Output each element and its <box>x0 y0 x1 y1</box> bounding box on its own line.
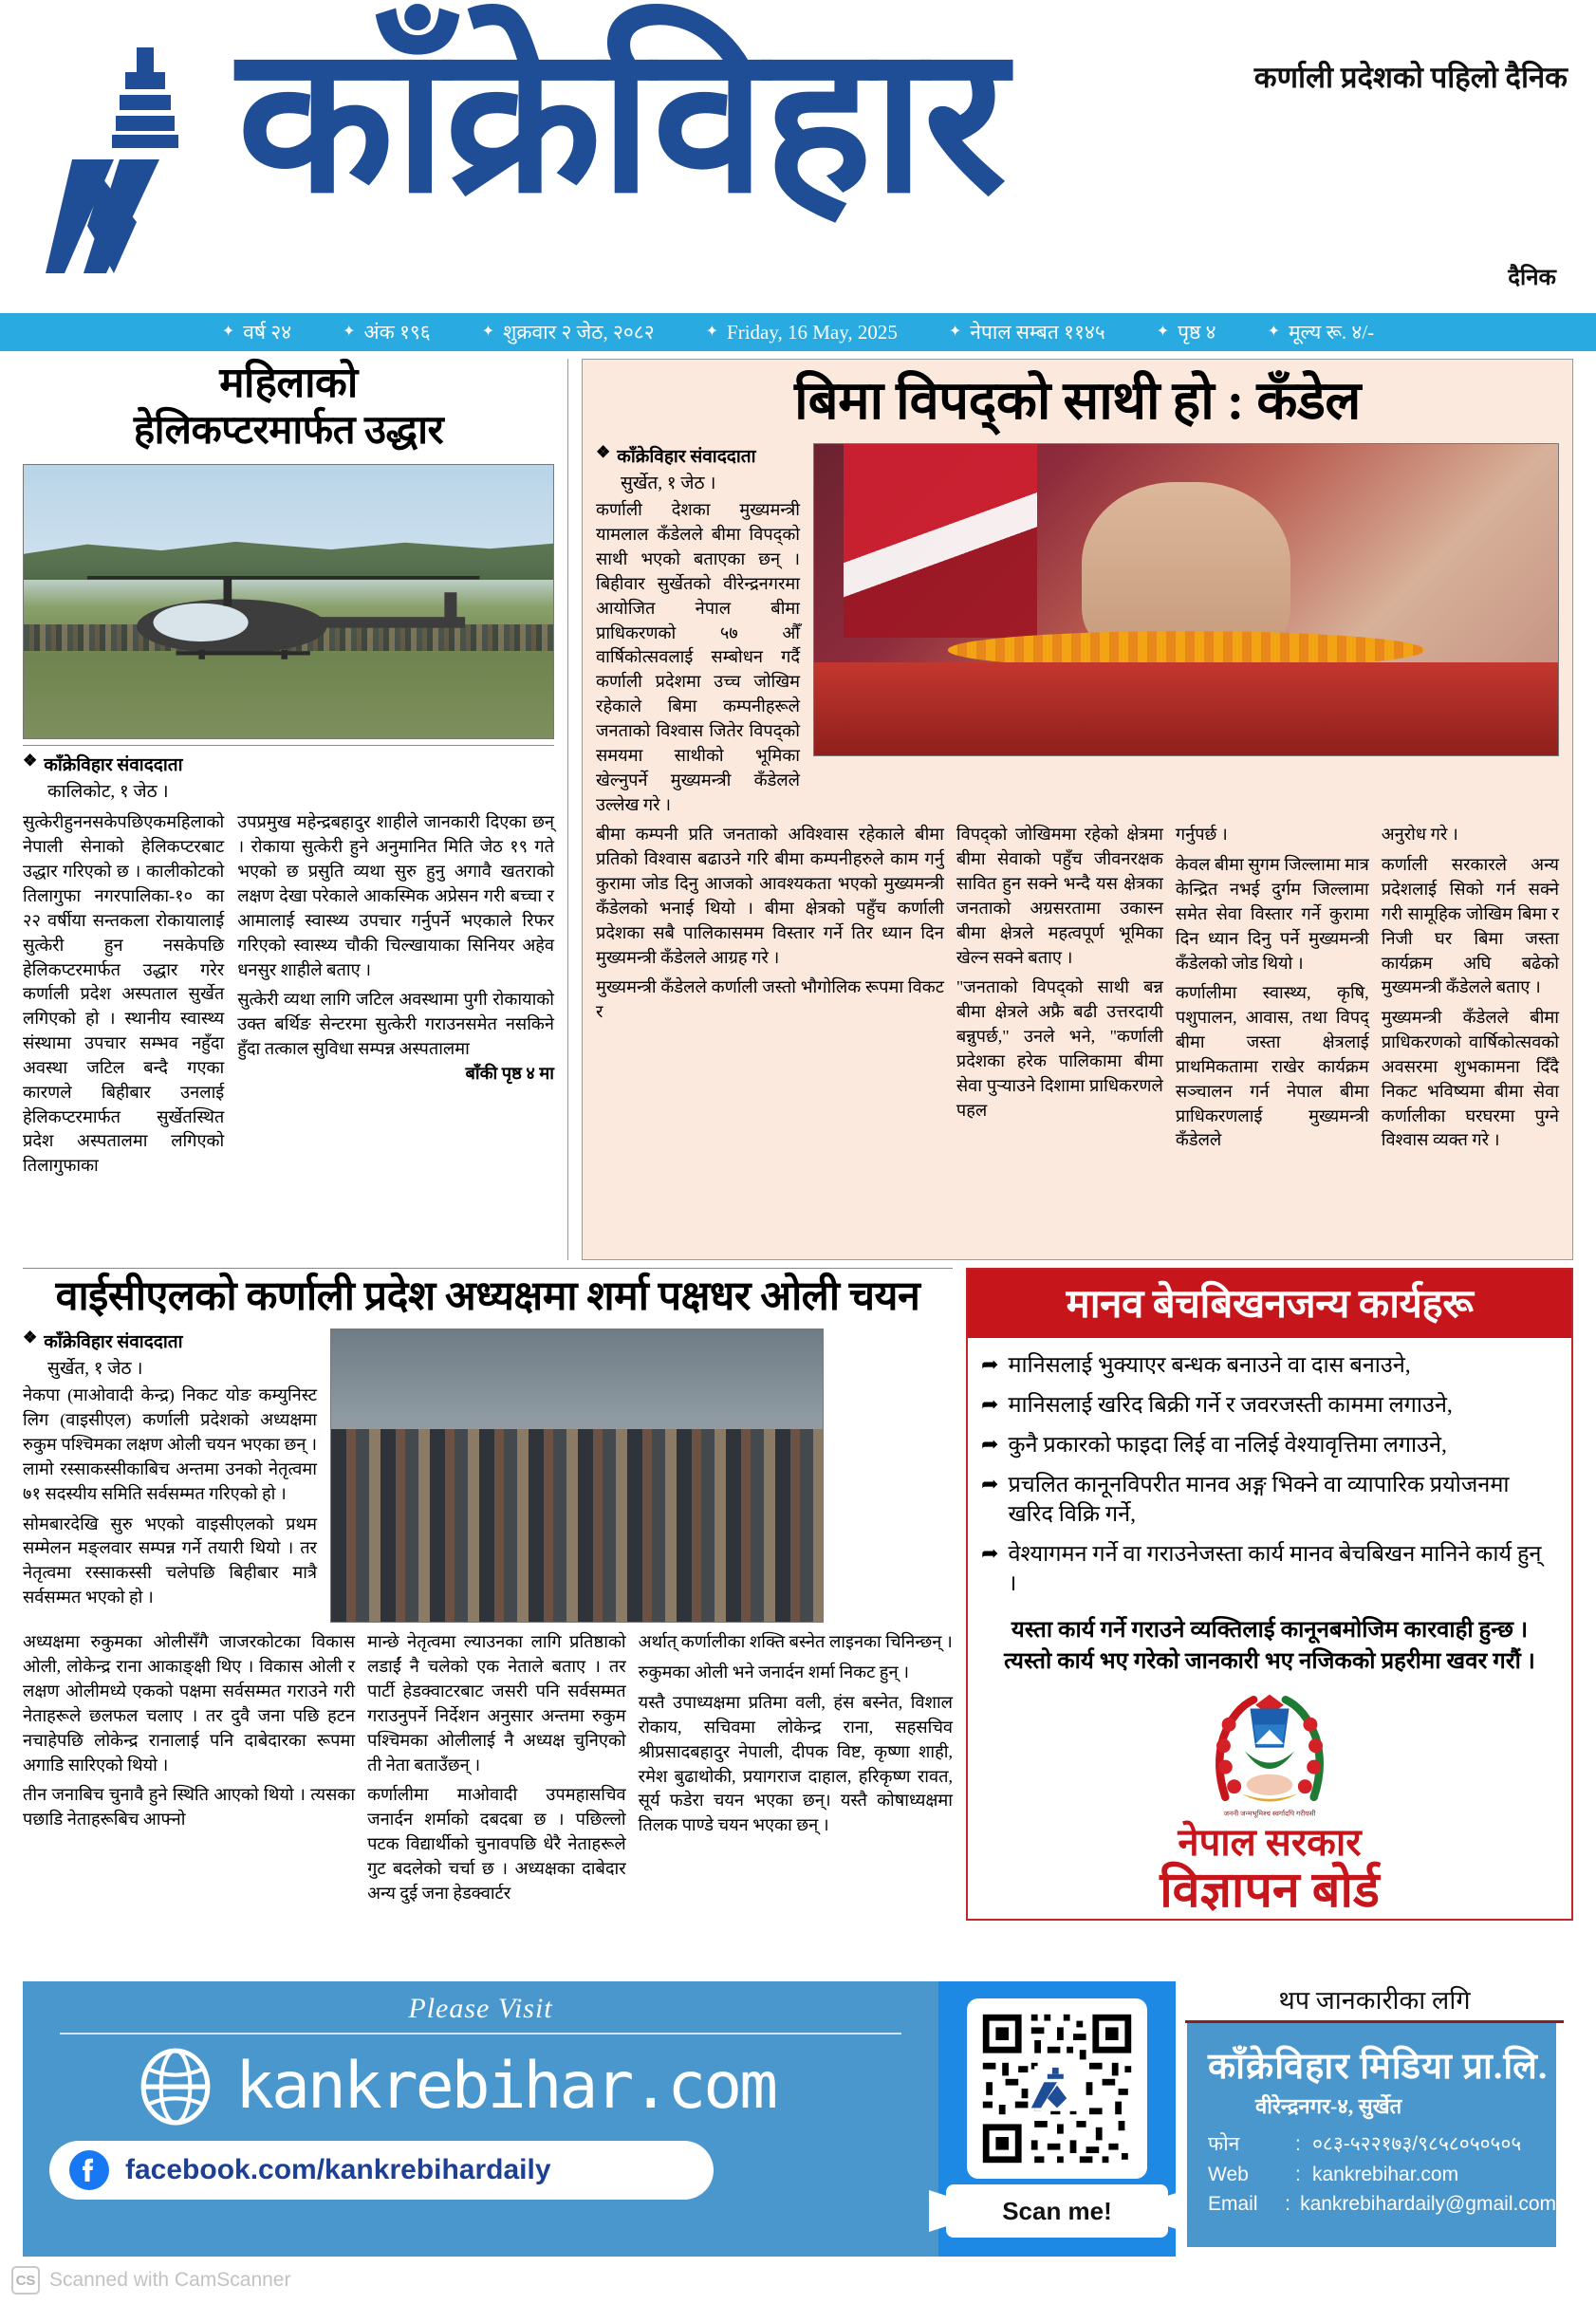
camscanner-watermark <box>11 2266 290 2295</box>
lead-col5-wrap <box>1382 823 1559 1153</box>
mid-story-byline <box>23 1329 317 1353</box>
footer-contact-value[interactable]: kankrebihar.com <box>1312 2163 1459 2185</box>
diamond-icon: ✦ <box>481 324 495 340</box>
mid-section <box>0 1268 1596 1921</box>
lead-story-col1-wrap <box>596 443 800 817</box>
ad-gov-line1: नेपाल सरकार <box>1178 1821 1362 1865</box>
qr-code-icon <box>976 2008 1138 2169</box>
left-byline-text: काँक्रेविहार संवाददाता <box>44 755 183 776</box>
arrow-right-icon: ➦ <box>981 1352 999 1376</box>
diamond-icon: ✦ <box>221 324 235 340</box>
footer-company-address: वीरेन्द्रनगर-४, सुर्खेत <box>1255 2094 1402 2118</box>
left-story-col2: उपप्रमुख महेन्द्रबहादुर शाहीले जानकारी दिएका छन् । रोकाया सुत्केरी हुने अनुमानित मिति जेठ १९ गते भएको छ प्रसुति व्यथा सुरु हुनु अगावै खतराको लक्षण देखा परेकाले आकस्मिक अप्रेसन गरी बच्चा र आमालाई स्वास्थ्य उपचार गर्नुपर्ने भएकाले रिफर गरिएको स्वास्थ्य चौकी चिल्खायाका सिनियर अहेव धनसुर शाहीले बताए । <box>237 812 554 979</box>
footer-more-info-label: थप जानकारीका लगि <box>1185 1981 1564 2023</box>
ad-item-text: मानिसलाई भुक्याएर बन्धक बनाउने वा दास बनाउने, <box>1008 1353 1411 1378</box>
left-story-col2b: सुत्केरी व्यथा लागि जटिल अवस्थामा पुगी रोकायाको उक्त बर्थिङ सेन्टरमा सुत्केरी गराउनसमेत नसकिने हुँदा तत्काल सुविधा सम्पन्न अस्पतालमा <box>237 990 554 1059</box>
lead-story-col5: अनुरोध गरे । <box>1381 825 1458 845</box>
photo-flag-backdrop <box>844 444 1037 637</box>
info-item-pages <box>1131 319 1242 345</box>
footer-facebook-text: facebook.com/kankrebihardaily <box>125 2154 551 2185</box>
footer-qr-panel <box>938 1981 1176 2257</box>
left-story-continued: बाँकी पृष्ठ ४ मा <box>465 1063 554 1083</box>
ad-list-item <box>981 1540 1554 1599</box>
ad-list-item <box>981 1351 1554 1381</box>
flower-bullet-icon: ❖ <box>23 752 38 771</box>
info-price-text: मूल्य रू. ४/- <box>1289 321 1375 344</box>
camscanner-badge-icon: CS <box>11 2266 40 2295</box>
lead-col3-wrap <box>956 823 1163 1153</box>
footer-please-visit: Please Visit <box>408 1993 553 2024</box>
lead-story-dateline: सुर्खेत, १ जेठ । <box>621 474 716 494</box>
left-story-dateline: कालिकोट, १ जेठ । <box>47 782 169 803</box>
column-divider <box>567 359 568 1260</box>
info-english-date-text: Friday, 16 May, 2025 <box>727 320 898 344</box>
info-item-nepali-date <box>456 319 680 345</box>
ad-item-text: वेश्यागमन गर्ने वा गराउनेजस्ता कार्य मानव बेचबिखन मानिने कार्य हुन् । <box>1008 1542 1542 1597</box>
footer-contact-row <box>1208 2160 1556 2190</box>
footer-contact-value[interactable]: kankrebihardaily@gmail.com <box>1300 2193 1556 2215</box>
ycl-convention-photo <box>330 1329 824 1623</box>
info-item-english-date <box>680 321 923 344</box>
left-headline-line2: हेलिकप्टरमार्फत उद्धार <box>133 408 444 453</box>
left-story-col2-wrap <box>237 810 554 1179</box>
footer-website-panel <box>23 1981 938 2257</box>
lead-col2-wrap <box>596 823 944 1153</box>
globe-icon <box>137 2048 214 2126</box>
footer-contact-row <box>1208 2129 1556 2160</box>
masthead <box>0 0 1596 308</box>
qr-scan-label: Scan me! <box>946 2184 1168 2238</box>
info-nepali-date-text: शुक्रवार २ जेठ, २०८२ <box>503 321 655 344</box>
info-item-issue <box>317 319 456 345</box>
mid-col1-wrap <box>23 1329 317 1623</box>
info-nepal-sambat-text: नेपाल सम्बत ११४५ <box>970 321 1105 344</box>
lead-story-top <box>596 443 1559 817</box>
footer-contact-value: ०८३-५२२१७३/९८५८०५०५०५ <box>1312 2133 1522 2155</box>
ad-government-label <box>968 1822 1571 1918</box>
ad-item-text: मानिसलाई खरिद बिक्री गर्ने र जवरजस्ती काममा लगाउने, <box>1008 1393 1453 1419</box>
diamond-icon: ✦ <box>343 324 356 340</box>
mid-byline-text: काँक्रेविहार संवाददाता <box>44 1332 183 1353</box>
mid-story-dateline: सुर्खेत, १ जेठ । <box>47 1359 143 1380</box>
mid-story-col3c: यस्तै उपाध्यक्षमा प्रतिमा वली, हंस बस्नेत, विशाल रोकाय, सचिवमा लोकेन्द्र राना, सहसचिव श्रीप्रसादबहादुर नेपाली, दीपक विष्ट, कृष्णा शाही, रमेश बुढाथोकी, प्रयागराज दाहाल, हरिकृष्ण रावत, सूर्य फडेरा चयन भएका छन्। यस्तै कोषाध्यक्षमा तिलक पाण्डे चयन भएका छन् । <box>638 1692 953 1835</box>
mid-story-col3b: रुकुमका ओली भने जनार्दन शर्मा निकट हुन् । <box>638 1663 910 1682</box>
footer-contact-key: Email <box>1208 2193 1258 2215</box>
arrow-right-icon: ➦ <box>981 1432 999 1457</box>
colon-separator: : <box>1295 2163 1301 2185</box>
lead-story-col4c: कर्णालीमा स्वास्थ्य, कृषि, पशुपालन, आवास, तथा विपद् बीमा जस्ता क्षेत्रलाई प्राथमिकतामा राखेर कार्यक्रम सञ्चालन गर्न नेपाल बीमा प्राधिकरणलाई मुख्यमन्त्री कँडेलले <box>1175 983 1369 1150</box>
divider <box>23 745 554 746</box>
mid-story-upper <box>23 1329 953 1623</box>
photo-podium <box>814 662 1558 755</box>
mid-story <box>23 1268 953 1921</box>
lead-story-col5c: मुख्यमन्त्री कँडेलले बीमा प्राधिकरणको वार्षिकोत्सवको अवसरमा शुभकामना दिँदै निकट भविष्यमा बीमा सेवा कर्णालीका घरघरमा पुग्ने विश्वास व्यक्त गरे । <box>1381 1008 1559 1150</box>
lead-story-byline <box>596 443 800 468</box>
svg-text:जननी जन्मभूमिश्च स्वर्गादपि गर: जननी जन्मभूमिश्च स्वर्गादपि गरीयसी <box>1223 1809 1316 1818</box>
colon-separator: : <box>1295 2133 1301 2155</box>
info-item-price <box>1242 319 1401 345</box>
left-headline-line1: महिलाको <box>219 360 358 406</box>
footer-facebook-pill[interactable] <box>49 2141 714 2200</box>
mid-story-headline: वाईसीएलको कर्णाली प्रदेश अध्यक्षमा शर्मा पक्षधर ओली चयन <box>23 1268 953 1329</box>
footer-website-row[interactable] <box>23 2035 938 2126</box>
public-notice-ad <box>966 1268 1573 1921</box>
mid-col2-wrap <box>367 1630 626 1905</box>
lead-story-col1: कर्णाली देशका मुख्यमन्त्री यामलाल कँडेलले बीमा विपद्को साथी भएको बताएका छन् । बिहीवार सुर्खेतको वीरेन्द्रनगरमा आयोजित नेपाल बीमा प्राधिकरणको ५७ औँ वार्षिकोत्सवलाई सम्बोधन गर्दै कर्णाली प्रदेशमा उच्च जोखिम रहेकाले बिमा कम्पनीहरूले जनताको विश्वास जितेर विपद्को समयमा साथीको भूमिका खेल्नुपर्ने मुख्यमन्त्री कँडेलले उल्लेख गरे । <box>596 500 800 814</box>
footer-contact-key: फोन <box>1208 2133 1240 2155</box>
mid-story-col1b: सोमबारदेखि सुरु भएको वाइसीएलको प्रथम सम्मेलन मङ्लवार सम्पन्न गर्ने तयारी थियो । तर नेतृत्वमा रस्साकस्सी चलेपछि बिहीबार मात्रै सर्वसम्मत भएको हो । <box>23 1514 317 1607</box>
top-section <box>0 359 1596 1260</box>
flower-bullet-icon: ❖ <box>596 443 611 462</box>
chief-minister-photo <box>813 443 1559 756</box>
arrow-right-icon: ➦ <box>981 1472 999 1496</box>
masthead-title: काँक्रेविहार <box>237 8 1005 234</box>
facebook-icon <box>68 2149 110 2191</box>
nepal-emblem-icon <box>968 1689 1571 1822</box>
mid-story-col2: मान्छे नेतृत्वमा ल्याउनका लागि प्रतिष्ठाको लडाईं नै चलेको एक नेताले बताए । तर पार्टी हेडक्वाटरबाट जसरी पनि सर्वसम्मत गराउनुपर्ने निर्देशन अनुसार अन्तमा रुकुम पश्चिमका ओलीलाई नै अध्यक्ष चुनिएको ती नेता बताउँछन् । <box>367 1632 626 1774</box>
camscanner-text: Scanned with CamScanner <box>49 2269 291 2291</box>
diamond-icon: ✦ <box>1156 324 1170 340</box>
ad-list-item <box>981 1431 1554 1460</box>
lead-story-col4b: केवल बीमा सुगम जिल्लामा मात्र केन्द्रित नभई दुर्गम जिल्लामा समेत सेवा विस्तार गर्ने कुरामा दिन ध्यान दिनु पर्ने मुख्यमन्त्री कँडेलको जोड थियो । <box>1175 855 1369 973</box>
mid-story-columns <box>23 1630 953 1905</box>
content-area <box>0 359 1596 1921</box>
footer-banner <box>23 1981 1573 2257</box>
ad-list <box>968 1338 1571 1613</box>
diamond-icon: ✦ <box>705 324 719 340</box>
diamond-icon: ✦ <box>1267 324 1280 340</box>
qr-ribbon <box>929 2184 1185 2238</box>
info-item-nepal-sambat <box>923 319 1131 345</box>
ad-heading: मानव बेचबिखनजन्य कार्यहरू <box>968 1270 1571 1338</box>
lead-story-col5b: कर्णाली सरकारले अन्य प्रदेशलाई सिको गर्न सक्ने गरी सामूहिक जोखिम बिमा र निजी घर बिमा जस्ता कार्यक्रम अघि बढेको मुख्यमन्त्री कँडेलले बताए । <box>1381 855 1559 997</box>
lead-story-columns <box>596 823 1559 1153</box>
info-issue-text: अंक १९६ <box>363 321 431 344</box>
lead-story <box>582 359 1573 1260</box>
helicopter-icon <box>77 564 490 673</box>
ad-list-item <box>981 1391 1554 1421</box>
photo-seated-row-3 <box>331 1570 823 1622</box>
ad-item-text: प्रचलित कानूनविपरीत मानव अङ्ग भिक्ने वा व्यापारिक प्रयोजनमा खरिद विक्रि गर्ने, <box>1008 1473 1510 1528</box>
lead-col4-wrap <box>1176 823 1369 1153</box>
masthead-tagline: कर्णाली प्रदेशको पहिलो दैनिक <box>1253 61 1568 94</box>
photo-seated-row-1 <box>331 1429 823 1505</box>
masthead-subtitle: दैनिक <box>1508 266 1556 290</box>
footer-contact-panel <box>1176 1981 1573 2257</box>
mid-col1c-wrap <box>23 1630 355 1905</box>
lead-story-col2b: मुख्यमन्त्री कँडेलले कर्णाली जस्तो भौगोलिक रूपमा विकट र <box>596 977 944 1022</box>
arrow-right-icon: ➦ <box>981 1541 999 1566</box>
mid-story-col1c: अध्यक्षमा रुकुमका ओलीसँगै जाजरकोटका विकास ओली, लोकेन्द्र राना आकाङ्क्षी थिए । विकास ओली र लक्षण ओलीमध्ये एकको पक्षमा सर्वसम्मत गराउने गरी नेताहरूले छलफल चलाए । तर दुवै जना पछि हटन नचाहेपछि लोकेन्द्र रानालाई पनि दाबेदारका रूपमा अगाडि सारिएको थियो । <box>23 1632 356 1774</box>
mid-story-col3: अर्थात् कर्णालीका शक्ति बस्नेत लाइनका चिनिन्छन् । <box>638 1632 953 1652</box>
info-item-year <box>196 319 317 345</box>
lead-story-col3b: "जनताको विपद्को साथी बन्न बीमा क्षेत्रले अफ्रै बढी उत्तरदायी बन्नुपर्छ," उनले भने, "कर्णाली प्रदेशका हरेक पालिकामा बीमा सेवा पुऱ्याउने दिशामा प्राधिकरणले पहल <box>956 977 1163 1120</box>
lead-story-col2: बीमा कम्पनी प्रति जनताको अविश्वास रहेकाले बीमा प्रतिको विश्वास बढाउने गरि बीमा कम्पनीहरुले काम गर्नु कुरामा जोड दिनु आजको आवश्यकता भएको मुख्यमन्त्री कँडेलको भनाई थियो । बीमा क्षेत्रको पहुँच कर्णाली प्रदेशका सबै पालिकासमम विस्तार गर्ने तिर ध्यान दिन मुख्यमन्त्री कँडेलले आग्रह गरे । <box>596 825 944 967</box>
footer-contact-row <box>1208 2189 1556 2220</box>
helicopter-rescue-photo <box>23 464 554 739</box>
qr-card[interactable] <box>967 1998 1147 2179</box>
colon-separator: : <box>1285 2193 1291 2215</box>
info-bar <box>0 313 1596 351</box>
lead-story-col3: विपद्को जोखिममा रहेको क्षेत्रमा बीमा सेवाको पहुँच जीवनरक्षक सावित हुन सक्ने भन्दै यस क्षेत्रका जनताको अग्रसरतामा उकास्न बीमा क्षेत्रले महत्वपूर्ण भूमिका खेल्न सक्ने बताए । <box>956 825 1163 967</box>
mid-story-col1d: तीन जनाबिच चुनावै हुने स्थिति आएको थियो । त्यसका पछाडि नेताहरूबिच आफ्नो <box>23 1785 356 1830</box>
footer-company-name: काँक्रेविहार मिडिया प्रा.लि. <box>1208 2047 1549 2087</box>
ad-item-text: कुनै प्रकारको फाइदा लिई वा नलिई वेश्यावृत्तिमा लगाउने, <box>1008 1433 1447 1459</box>
ad-list-item <box>981 1471 1554 1530</box>
left-story <box>23 359 554 1260</box>
arrow-right-icon: ➦ <box>981 1392 999 1417</box>
info-year-text: वर्ष २४ <box>243 321 292 344</box>
mid-story-col2b: कर्णालीमा माओवादी उपमहासचिव जनार्दन शर्माको दबदबा छ । पछिल्लो पटक विद्यार्थीको चुनावपछि धेरै नेताहरूले गुट बदलेको चर्चा छ । अध्यक्षका दाबेदार अन्य दुई जना हेडक्वार्टर <box>367 1785 626 1903</box>
ad-gov-line2: विज्ञापन बोर्ड <box>1160 1864 1380 1919</box>
lead-story-col4: गर्नुपर्छ । <box>1175 825 1228 845</box>
mid-story-col1: नेकपा (माओवादी केन्द्र) निकट योङ कम्युनिस्ट लिग (वाइसीएल) कर्णाली प्रदेशको अध्यक्षमा रुकुम पश्चिमका लक्षण ओली चयन भएका छन् । लामो रस्साकस्सीकाबिच अन्तमा उनको नेतृत्वमा ७१ सदस्यीय समिति सर्वसम्मत गरिएको हो । <box>23 1385 317 1503</box>
info-pages-text: पृष्ठ ४ <box>1178 321 1216 344</box>
ad-note: यस्ता कार्य गर्ने गराउने व्यक्तिलाई कानूनबमोजिम कारवाही हुन्छ । त्यस्तो कार्य भए गरेको जानकारी भए नजिकको प्रहरीमा खवर गरौं । <box>1004 1618 1535 1675</box>
footer-contact-key: Web <box>1208 2163 1249 2185</box>
left-story-col1: सुत्केरीहुननसकेपछिएकमहिलाको नेपाली सेनाको हेलिकप्टरबाट उद्धार गरिएको छ । कालीकोटको तिलागुफा नगरपालिका-१० का २२ वर्षीया सन्तकला रोकायालाई सुत्केरी हुन नसकेपछि हेलिकप्टरमार्फत उद्धार गरेर कर्णाली प्रदेश अस्पताल सुर्खेत लगिएको हो । स्थानीय स्वास्थ्य संस्थामा उपचार सम्भव नहुँदा अवस्था जटिल बन्दै गएका कारणले बिहीबार उनलाई हेलिकप्टरमार्फत सुर्खेतस्थित प्रदेश अस्पतालमा लगिएको तिलागुफाका <box>23 812 225 1176</box>
footer-website-text: kankrebihar.com <box>235 2049 776 2124</box>
left-story-headline <box>23 359 554 455</box>
mid-col3-wrap <box>639 1630 953 1905</box>
left-story-byline <box>23 752 554 776</box>
footer-contact-card <box>1187 2023 1556 2247</box>
left-story-columns <box>23 810 554 1179</box>
diamond-icon: ✦ <box>948 324 962 340</box>
kankrebihar-logo-icon <box>46 36 254 273</box>
lead-byline-text: काँक्रेविहार संवाददाता <box>617 447 756 468</box>
lead-story-headline: बिमा विपद्को साथी हो : कँडेल <box>794 372 1361 431</box>
flower-bullet-icon: ❖ <box>23 1329 38 1347</box>
